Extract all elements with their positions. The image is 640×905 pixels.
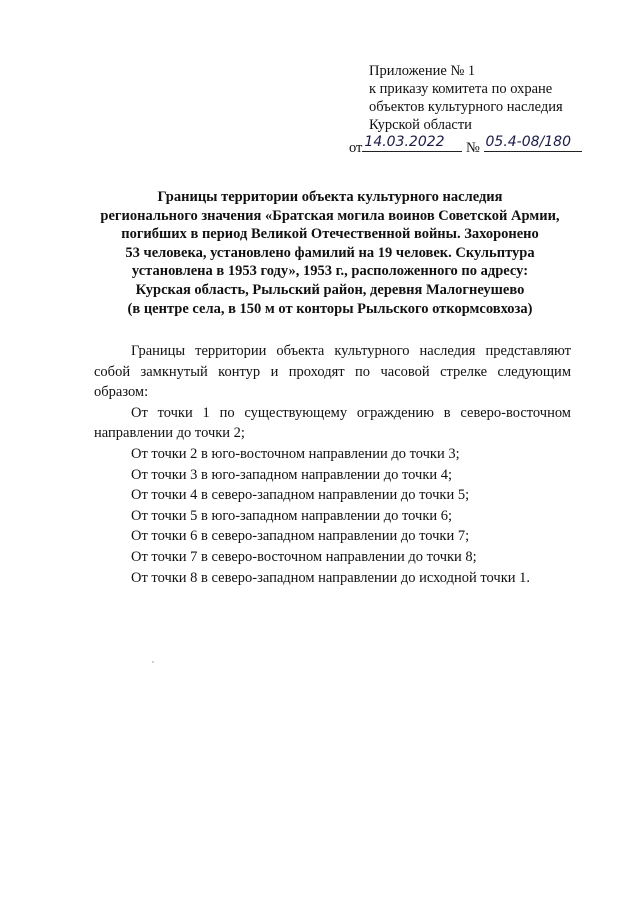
appendix-committee: объектов культурного наследия — [369, 99, 563, 115]
scan-speck — [152, 661, 154, 663]
document-body — [94, 341, 571, 588]
title-line: Границы территории объекта культурного наследия — [157, 189, 503, 205]
boundary-point-5: От точки 5 в юго-западном направлении до точки 6; — [131, 507, 453, 524]
handwritten-number: 05.4-08/180 — [485, 134, 571, 150]
handwritten-date: 14.03.2022 — [364, 134, 445, 150]
boundary-point-7: От точки 7 в северо-восточном направлении до точки 8; — [131, 548, 477, 565]
boundary-point-2: От точки 2 в юго-восточном направлении до точки 3; — [131, 445, 460, 462]
appendix-header — [369, 62, 563, 134]
boundary-point-8: От точки 8 в северо-западном направлении до исходной точки 1. — [131, 569, 531, 586]
boundary-point-1: От точки 1 по существующему ограждению в северо-восточном направлении до точки 2; — [94, 404, 571, 442]
title-line: погибших в период Великой Отечественной войны. Захоронено — [121, 226, 539, 243]
number-label: № — [466, 140, 480, 156]
title-line: (в центре села, в 150 м от конторы Рыльского откормсовхоза) — [127, 300, 533, 317]
appendix-number: Приложение № 1 — [369, 63, 476, 79]
document-title — [80, 188, 580, 318]
date-underline — [362, 135, 462, 152]
intro-paragraph: Границы территории объекта культурного наследия представляют собой замкнутый контур и проходят по часовой стрелке следующим образом: — [94, 343, 571, 401]
boundary-point-3: От точки 3 в юго-западном направлении до точки 4; — [131, 466, 453, 483]
title-line: установлена в 1953 году», 1953 г., расположенного по адресу: — [131, 263, 529, 280]
title-line: Курская область, Рыльский район, деревня Малогнеушево — [135, 281, 525, 298]
from-label: от — [349, 140, 363, 156]
title-line: регионального значения «Братская могила воинов Советской Армии, — [100, 207, 560, 224]
title-line: 53 человека, установлено фамилий на 19 человек. Скульптура — [125, 244, 535, 261]
appendix-region: Курской области — [369, 117, 472, 133]
boundary-point-6: От точки 6 в северо-западном направлении до точки 7; — [131, 528, 470, 545]
number-underline — [484, 135, 582, 152]
appendix-order-ref: к приказу комитета по охране — [369, 81, 553, 97]
order-date-number-line — [349, 135, 582, 157]
boundary-point-4: От точки 4 в северо-западном направлении до точки 5; — [131, 487, 470, 504]
